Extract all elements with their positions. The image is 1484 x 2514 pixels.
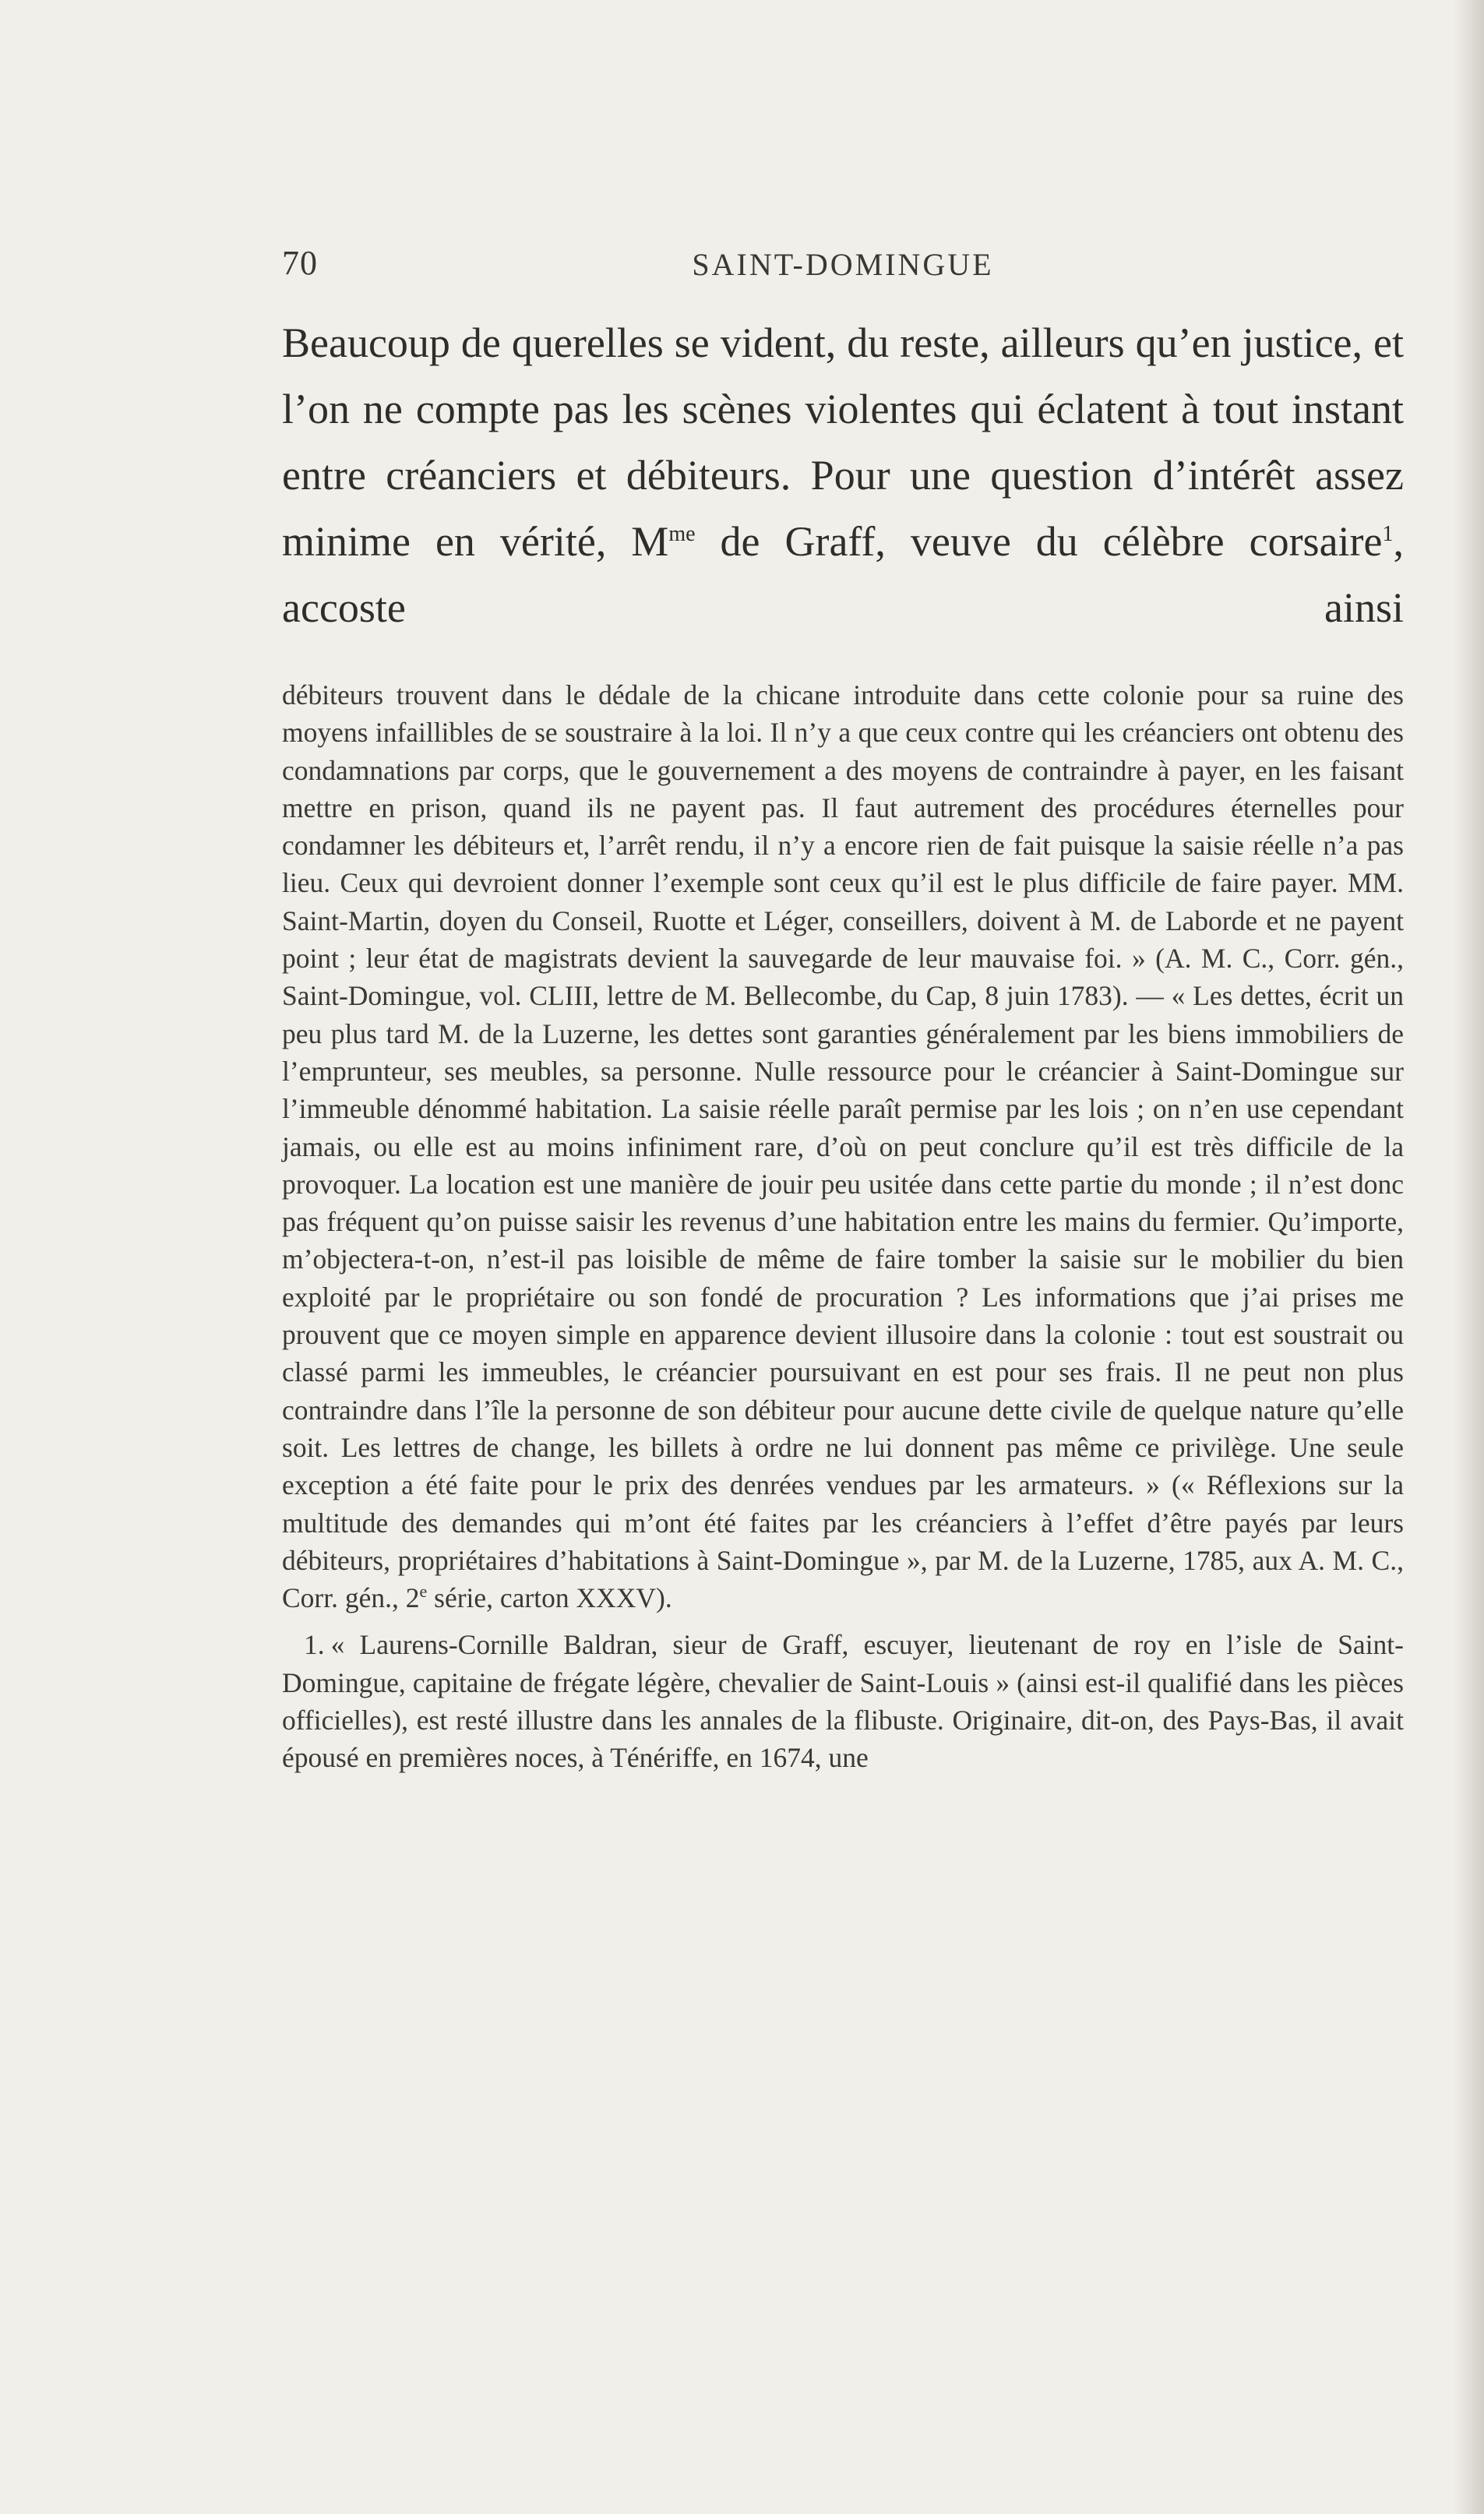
main-text-part-3: , accoste ainsi: [282, 518, 1404, 631]
footnote-1: [282, 1626, 1404, 1776]
page-number: 70: [282, 244, 318, 282]
footnote-continued-end: série, carton XXXV).: [427, 1582, 672, 1614]
superscript-e: e: [419, 1581, 428, 1602]
footnote-1-text: « Laurens-Cornille Baldran, sieur de Graff, escuyer, lieutenant de roy en l’isle de Saint-Domingue, capitaine de frégate légère, chevalier de Saint-Louis » (ainsi est-il qualifié dans les pièces officielles), est resté illustre dans les annales de la flibuste. Originaire, dit-on, des Pays-Bas, il avait épousé en premières noces, à Ténériffe, en 1674, une: [282, 1629, 1404, 1774]
page-edge-shadow: [1453, 0, 1484, 2514]
running-title: SAINT-DOMINGUE: [692, 247, 994, 282]
main-text-part-2: de Graff, veuve du célèbre corsaire: [695, 518, 1383, 565]
footnotes: [282, 676, 1404, 1777]
main-text-part-1: Beaucoup de querelles se vident, du reste, ailleurs qu’en justice, et l’on ne compte pas les scènes violentes qui éclatent à tout instant entre créanciers et débiteurs. Pour une question d’intérêt assez minime en vérité, M: [282, 319, 1404, 565]
main-paragraph: [282, 310, 1404, 641]
superscript-me: me: [668, 522, 696, 546]
footnote-reference: 1: [1382, 522, 1394, 546]
footnote-continued-text: débiteurs trouvent dans le dédale de la chicane introduite dans cette colonie pour sa ruine des moyens infaillibles de se soustraire à la loi. Il n’y a que ceux contre qui les créanciers ont obtenu des condamnations par corps, que le gouvernement a des moyens de contraindre à payer, en les faisant mettre en prison, quand ils ne payent pas. Il faut autrement des procédures éternelles pour condamner les débiteurs et, l’arrêt rendu, il n’y a encore rien de fait puisque la saisie réelle n’a pas lieu. Ceux qui devroient donner l’exemple sont ceux qu’il est le plus difficile de faire payer. MM. Saint-Martin, doyen du Conseil, Ruotte et Léger, conseillers, doivent à M. de Laborde et ne payent point ; leur état de magistrats devient la sauvegarde de leur mauvaise foi. » (A. M. C., Corr. gén., Saint-Domingue, vol. CLIII, lettre de M. Bellecombe, du Cap, 8 juin 1783). — « Les dettes, écrit un peu plus tard M. de la Luzerne, les dettes sont garanties généralement par les biens immobiliers de l’emprunteur, ses meubles, sa personne. Nulle ressource pour le créancier à Saint-Domingue sur l’immeuble dénommé habitation. La saisie réelle paraît permise par les lois ; on n’en use cependant jamais, ou elle est au moins infiniment rare, d’où on peut conclure qu’il est très difficile de la provoquer. La location est une manière de jouir peu usitée dans cette partie du monde ; il n’est donc pas fréquent qu’on puisse saisir les revenus d’une habitation entre les mains du fermier. Qu’importe, m’objectera-t-on, n’est-il pas loisible de même de faire tomber la saisie sur le mobilier du bien exploité par le propriétaire ou son fondé de procuration ? Les informations que j’ai prises me prouvent que ce moyen simple en apparence devient illusoire dans la colonie : tout est soustrait ou classé parmi les immeubles, le créancier poursuivant en est pour ses frais. Il ne peut non plus contraindre dans l’île la personne de son débiteur pour aucune dette civile de quelque nature qu’elle soit. Les lettres de change, les billets à ordre ne lui donnent pas même ce privilège. Une seule exception a été faite pour le prix des denrées vendues par les armateurs. » (« Réflexions sur la multitude des demandes qui m’ont été faites par les créanciers à l’effet d’être payés par leurs débiteurs, propriétaires d’habitations à Saint-Domingue », par M. de la Luzerne, 1785, aux A. M. C., Corr. gén., 2: [282, 679, 1404, 1614]
footnote-1-number: 1.: [304, 1629, 325, 1661]
page-header: [282, 243, 1404, 290]
footnote-continued: [282, 676, 1404, 1617]
